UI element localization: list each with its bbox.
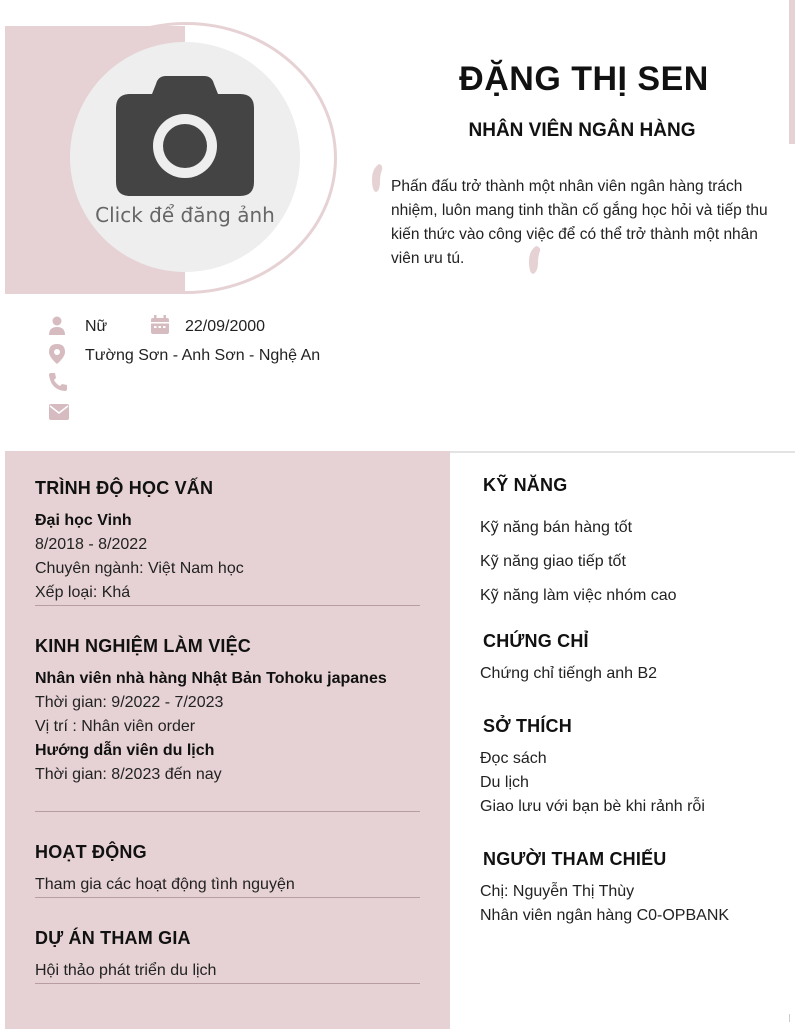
job-title: NHÂN VIÊN NGÂN HÀNG: [468, 120, 696, 141]
header-right-strip: [789, 0, 795, 144]
calendar-icon: [150, 315, 170, 335]
experience-company: Hướng dẫn viên du lịch: [35, 742, 215, 759]
references-title: NGƯỜI THAM CHIẾU: [483, 849, 667, 869]
skill-item: Kỹ năng giao tiếp tốt: [480, 553, 626, 570]
divider: [35, 983, 420, 984]
skills-title: KỸ NĂNG: [483, 475, 568, 495]
photo-upload-label[interactable]: Click để đăng ảnh: [95, 203, 275, 227]
divider: [35, 605, 420, 606]
certificates-title: CHỨNG CHỈ: [483, 631, 589, 651]
experience-title: KINH NGHIỆM LÀM VIỆC: [35, 636, 252, 656]
birthday-value: 22/09/2000: [185, 318, 266, 335]
activities-title: HOẠT ĐỘNG: [35, 842, 147, 862]
education-title: TRÌNH ĐỘ HỌC VẤN: [35, 478, 214, 498]
skill-item: Kỹ năng bán hàng tốt: [480, 519, 633, 536]
candidate-name: ĐẶNG THỊ SEN: [459, 60, 709, 98]
quote-close-icon: [527, 245, 541, 275]
project-item: Hội thảo phát triển du lịch: [35, 962, 217, 979]
camera-icon[interactable]: [116, 76, 254, 196]
hobby-item: Giao lưu với bạn bè khi rảnh rỗi: [480, 798, 705, 815]
education-school: Đại học Vinh: [35, 512, 132, 529]
divider: [35, 897, 420, 898]
hobbies-title: SỞ THÍCH: [483, 716, 572, 736]
education-grade: Xếp loại: Khá: [35, 584, 131, 601]
experience-company: Nhân viên nhà hàng Nhật Bản Tohoku japanes: [35, 670, 387, 687]
career-objective: Phấn đấu trở thành một nhân viên ngân hàng trách nhiệm, luôn mang tinh thần cố gắng học hỏi và tiếp thu kiến thức vào công việc để có thể trở thành một nhân viên ưu tú.: [391, 178, 768, 267]
right-column-top-line: [450, 451, 795, 453]
reference-item: Chị: Nguyễn Thị Thùy: [480, 883, 635, 900]
location-pin-icon: [48, 344, 68, 364]
certificate-item: Chứng chỉ tiếngh anh B2: [480, 665, 658, 682]
divider: [35, 811, 420, 812]
education-period: 8/2018 - 8/2022: [35, 536, 148, 553]
hobby-item: Du lịch: [480, 774, 529, 791]
quote-open-icon: [371, 163, 383, 193]
phone-icon: [48, 372, 68, 392]
gender-value: Nữ: [85, 318, 108, 335]
experience-time: Thời gian: 8/2023 đến nay: [35, 766, 222, 783]
activity-item: Tham gia các hoạt động tình nguyện: [35, 876, 295, 893]
reference-item: Nhân viên ngân hàng C0-OPBANK: [480, 907, 730, 924]
projects-title: DỰ ÁN THAM GIA: [35, 928, 191, 948]
address-value: Tường Sơn - Anh Sơn - Nghệ An: [85, 347, 321, 364]
page-corner-mark: [789, 1014, 790, 1022]
education-major: Chuyên ngành: Việt Nam học: [35, 560, 244, 577]
person-icon: [48, 316, 68, 336]
experience-position: Vị trí : Nhân viên order: [35, 718, 196, 735]
hobby-item: Đọc sách: [480, 750, 547, 767]
experience-time: Thời gian: 9/2022 - 7/2023: [35, 694, 224, 711]
skill-item: Kỹ năng làm việc nhóm cao: [480, 587, 677, 604]
email-icon: [49, 402, 69, 422]
